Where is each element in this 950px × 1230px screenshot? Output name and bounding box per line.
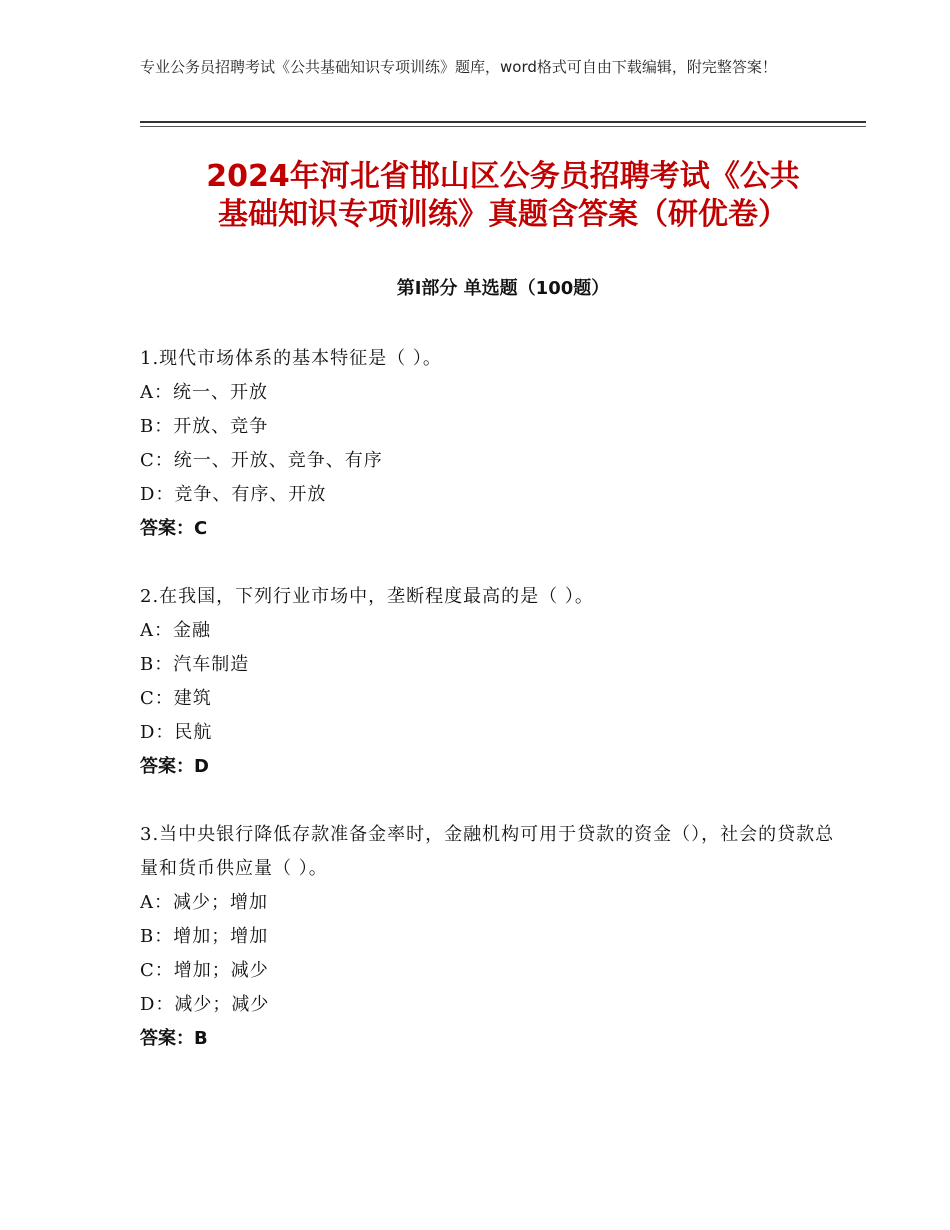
header-divider-thick xyxy=(140,121,866,123)
document-title-line-1: 2024年河北省邯山区公务员招聘考试《公共 xyxy=(206,159,800,194)
question-1 xyxy=(140,342,840,546)
option-c: C：建筑 xyxy=(140,688,212,709)
option-c: C：统一、开放、竞争、有序 xyxy=(140,450,383,471)
option-b: B：开放、竞争 xyxy=(140,416,269,437)
option-a: A：金融 xyxy=(140,620,211,641)
question-stem: 1.现代市场体系的基本特征是（ ）。 xyxy=(140,348,442,369)
option-c: C：增加；减少 xyxy=(140,960,269,981)
document-title xyxy=(140,158,866,234)
question-stem: 3.当中央银行降低存款准备金率时，金融机构可用于贷款的资金（），社会的贷款总量和货币供应量（ ）。 xyxy=(140,824,835,879)
option-a: A：减少；增加 xyxy=(140,892,268,913)
question-list xyxy=(140,342,840,1090)
answer: 答案：C xyxy=(140,518,208,539)
header-divider-thin xyxy=(140,126,866,127)
header-note: 专业公务员招聘考试《公共基础知识专项训练》题库，word格式可自由下载编辑，附完整答案！ xyxy=(140,58,777,76)
answer: 答案：D xyxy=(140,756,209,777)
option-b: B：汽车制造 xyxy=(140,654,250,675)
question-2 xyxy=(140,580,840,784)
document-title-line-2: 基础知识专项训练》真题含答案（研优卷） xyxy=(218,197,788,232)
option-d: D：减少；减少 xyxy=(140,994,270,1015)
section-title: 第Ⅰ部分 单选题（100题） xyxy=(396,278,610,299)
option-b: B：增加；增加 xyxy=(140,926,269,947)
option-d: D：民航 xyxy=(140,722,213,743)
option-d: D：竞争、有序、开放 xyxy=(140,484,327,505)
question-stem: 2.在我国，下列行业市场中，垄断程度最高的是（ ）。 xyxy=(140,586,594,607)
answer: 答案：B xyxy=(140,1028,208,1049)
question-3 xyxy=(140,818,840,1056)
option-a: A：统一、开放 xyxy=(140,382,268,403)
